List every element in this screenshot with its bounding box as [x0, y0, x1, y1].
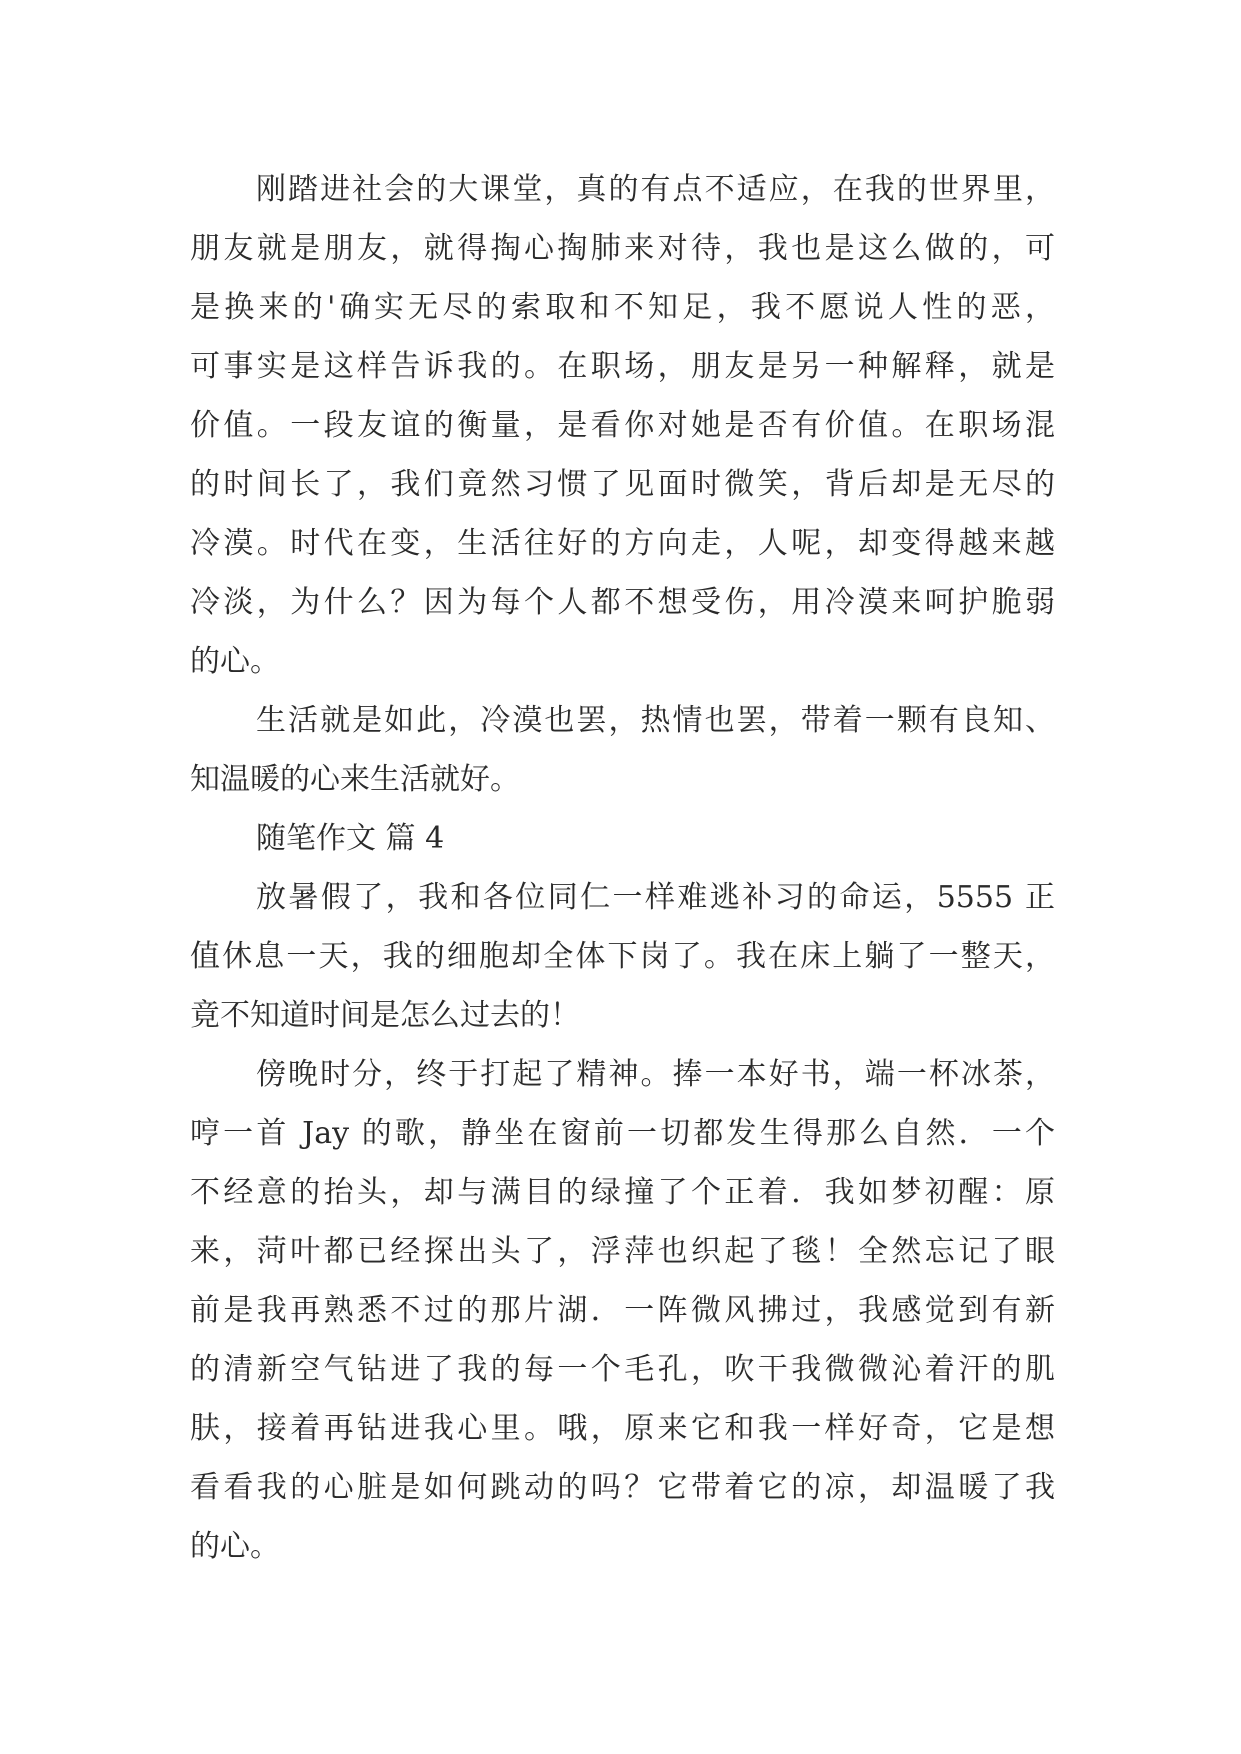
paragraph-line: 哼一首 Jay 的歌，静坐在窗前一切都发生得那么自然．一个: [190, 1116, 1055, 1151]
paragraph-line: 知温暖的心来生活就好。: [190, 762, 520, 797]
paragraph-line: 前是我再熟悉不过的那片湖．一阵微风拂过，我感觉到有新: [190, 1293, 1055, 1328]
paragraph-line: 的时间长了，我们竟然习惯了见面时微笑，背后却是无尽的: [190, 467, 1055, 502]
paragraph-line: 的清新空气钻进了我的每一个毛孔，吹干我微微沁着汗的肌: [190, 1352, 1055, 1387]
paragraph-line: 冷淡，为什么？因为每个人都不想受伤，用冷漠来呵护脆弱: [190, 585, 1055, 620]
paragraph-line: 刚踏进社会的大课堂，真的有点不适应，在我的世界里，: [256, 172, 1055, 207]
paragraph-line: 值休息一天，我的细胞却全体下岗了。我在床上躺了一整天，: [190, 939, 1055, 974]
paragraph-line: 看看我的心脏是如何跳动的吗？它带着它的凉，却温暖了我: [190, 1470, 1055, 1505]
paragraph-line: 朋友就是朋友，就得掏心掏肺来对待，我也是这么做的，可: [190, 231, 1055, 266]
paragraph-line: 可事实是这样告诉我的。在职场，朋友是另一种解释，就是: [190, 349, 1055, 384]
paragraph-line: 生活就是如此，冷漠也罢，热情也罢，带着一颗有良知、: [256, 703, 1055, 738]
paragraph-line: 的心。: [190, 644, 280, 679]
paragraph-line: 价值。一段友谊的衡量，是看你对她是否有价值。在职场混: [190, 408, 1055, 443]
paragraph-line: 肤，接着再钻进我心里。哦，原来它和我一样好奇，它是想: [190, 1411, 1055, 1446]
paragraph-line: 傍晚时分，终于打起了精神。捧一本好书，端一杯冰茶，: [256, 1057, 1055, 1092]
paragraph-line: 是换来的'确实无尽的索取和不知足，我不愿说人性的恶，: [190, 290, 1055, 325]
paragraph-line: 的心。: [190, 1529, 280, 1564]
paragraph-line: 放暑假了，我和各位同仁一样难逃补习的命运，5555 正: [256, 880, 1055, 915]
section-heading: 随笔作文 篇 4: [256, 821, 445, 856]
body-text: [190, 160, 1055, 1576]
paragraph-line: 不经意的抬头，却与满目的绿撞了个正着．我如梦初醒：原: [190, 1175, 1055, 1210]
paragraph-line: 来，菏叶都已经探出头了，浮萍也织起了毯！全然忘记了眼: [190, 1234, 1055, 1269]
paragraph-line: 竟不知道时间是怎么过去的！: [190, 998, 580, 1033]
paragraph-line: 冷漠。时代在变，生活往好的方向走，人呢，却变得越来越: [190, 526, 1055, 561]
